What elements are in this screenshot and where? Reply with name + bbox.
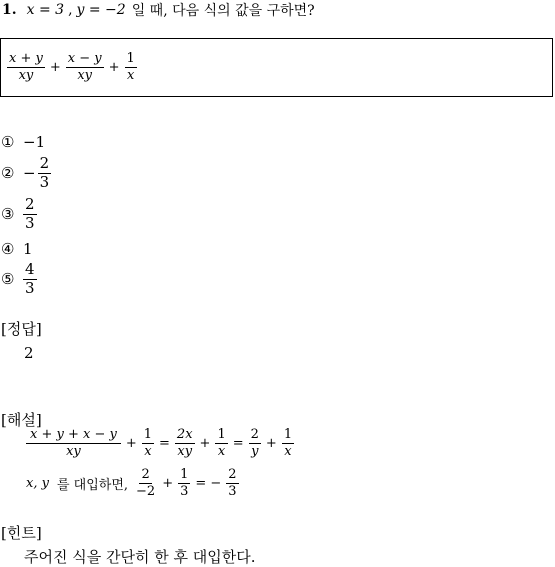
fraction-denominator: 3 [228, 483, 237, 499]
expression [7, 52, 137, 82]
choice-marker: ④ [1, 240, 15, 258]
choice-3[interactable] [1, 197, 37, 232]
choice-4[interactable] [1, 240, 33, 258]
fraction-numerator: 1 [126, 51, 135, 66]
question-number: 1. [2, 2, 17, 18]
fraction-denominator: y [251, 443, 259, 459]
equals-sign: = [232, 435, 244, 451]
choice-fraction [23, 197, 37, 232]
plus-sign: + [125, 435, 137, 451]
answer-value: 2 [24, 344, 34, 362]
plus-sign: + [49, 59, 61, 75]
fraction-numerator: 1 [217, 427, 226, 442]
choice-value: 1 [23, 240, 33, 258]
choice-fraction [23, 262, 37, 297]
fraction-numerator: 2x [176, 427, 193, 442]
choice-marker: ③ [1, 205, 15, 224]
hint-text: 주어진 식을 간단히 한 후 대입한다. [24, 548, 256, 566]
fraction-denominator: 3 [180, 483, 189, 499]
fraction-numerator: 4 [25, 260, 35, 278]
explanation-label: [해설] [1, 411, 42, 429]
fraction-numerator: x + y [9, 51, 43, 66]
condition-separator: , [68, 2, 73, 18]
choice-marker: ① [1, 133, 15, 151]
choice-sign: − [23, 164, 36, 183]
question-line [2, 0, 315, 20]
fraction [226, 468, 238, 498]
fraction [175, 428, 195, 458]
fraction [215, 428, 227, 458]
fraction-denominator: x [126, 67, 135, 83]
explanation-line-2 [26, 468, 239, 498]
plus-sign: + [199, 435, 211, 451]
fraction-denominator: −2 [136, 483, 156, 499]
fraction-denominator: x [144, 443, 152, 459]
answer-label: [정답] [1, 320, 42, 338]
substitution-text: 를 대입하면, [56, 477, 129, 493]
fraction [249, 428, 261, 458]
condition-x: x = 3 [26, 2, 65, 18]
fraction-numerator: 2 [250, 427, 259, 442]
equals-sign: = [159, 435, 170, 451]
fraction-denominator: xy [77, 67, 93, 83]
fraction-denominator: x [284, 443, 292, 459]
fraction-denominator: 3 [25, 213, 35, 232]
fraction [142, 428, 154, 458]
fraction-denominator: x [217, 443, 226, 459]
choice-marker: ⑤ [1, 270, 15, 289]
fraction-numerator: 2 [141, 467, 150, 482]
question-prompt: 일 때, 다음 식의 값을 구하면? [131, 3, 315, 19]
substitution-variables: x, y [26, 475, 49, 491]
fraction-numerator: 2 [228, 467, 237, 482]
expression-fraction-3 [125, 52, 137, 82]
fraction-numerator: x + y + x − y [26, 428, 121, 444]
fraction [282, 428, 294, 458]
choice-2[interactable] [1, 156, 51, 191]
choice-marker: ② [1, 164, 15, 183]
plus-sign: + [108, 59, 120, 75]
hint-label: [힌트] [1, 524, 42, 542]
choice-5[interactable] [1, 262, 37, 297]
fraction-denominator: xy [177, 443, 193, 459]
explanation-line-1 [26, 428, 294, 458]
choice-fraction [38, 156, 52, 191]
fraction-denominator: xy [66, 443, 81, 459]
fraction-denominator: xy [18, 67, 34, 83]
choice-value: −1 [23, 133, 46, 151]
expression-fraction-2 [66, 52, 104, 82]
fraction-numerator: x − y [67, 51, 102, 66]
equals-minus-sign: = − [195, 475, 222, 491]
fraction [26, 428, 121, 458]
fraction-numerator: 1 [283, 427, 293, 442]
fraction-numerator: 2 [39, 154, 50, 172]
fraction-numerator: 1 [143, 427, 153, 442]
fraction-denominator: 3 [25, 278, 35, 297]
expression-fraction-1 [7, 52, 45, 82]
fraction-numerator: 2 [25, 195, 35, 213]
plus-sign: + [162, 475, 174, 491]
fraction [178, 468, 190, 498]
choice-1[interactable] [1, 133, 45, 151]
fraction-denominator: 3 [39, 172, 50, 191]
condition-y: y = −2 [76, 2, 126, 18]
plus-sign: + [265, 435, 277, 451]
fraction-numerator: 1 [180, 467, 189, 482]
fraction [134, 468, 157, 498]
